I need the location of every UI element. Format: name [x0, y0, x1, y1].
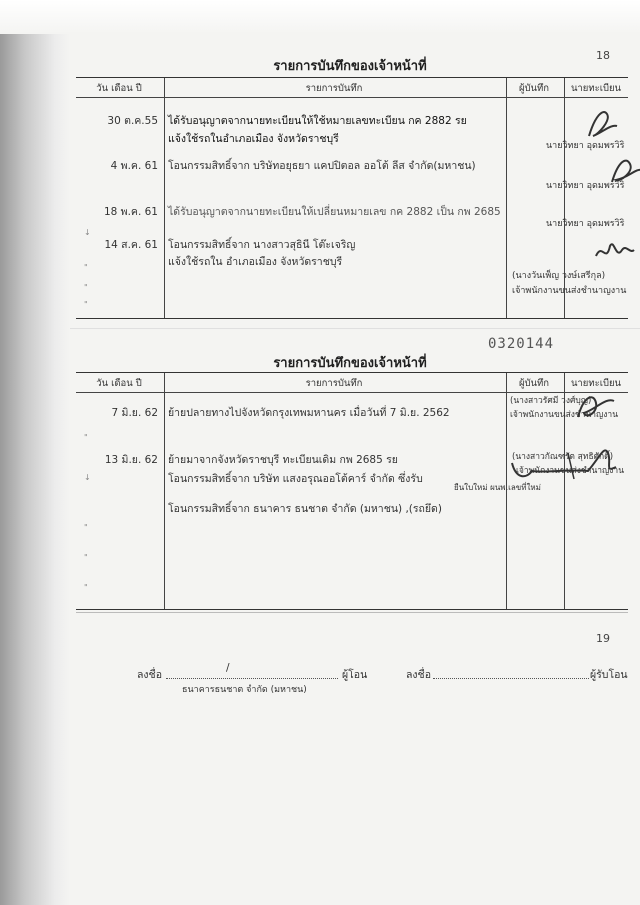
scan-gap: [70, 328, 640, 351]
section2-header-row: [76, 373, 628, 393]
handwritten-signature: [606, 154, 640, 188]
giver-name: ธนาคารธนชาต จำกัด (มหาชน): [182, 685, 307, 695]
registrar-name: นายวิทยา อุดมพรวิริ: [546, 141, 625, 151]
signature-dotted-line: [433, 678, 589, 679]
registrar-name: นายวิทยา อุดมพรวิริ: [546, 219, 625, 229]
row-entry-line: แจ้งใช้รถในอำเภอเมือง จังหวัดราชบุรี: [168, 133, 339, 145]
recorder-title: เจ้าพนักงานขนส่งชำนาญงาน: [510, 410, 619, 420]
signature-dotted-line: [166, 678, 338, 679]
row-entry-line: โอนกรรมสิทธิ์จาก ธนาคาร ธนชาต จำกัด (มหาชน) ,(รถยึด): [168, 503, 442, 515]
row-entry-line: โอนกรรมสิทธิ์จาก บริษัทอยุธยา แคปปิตอล ออโต้ ลีส จำกัด(มหาชน): [168, 160, 476, 172]
scan-shadow-left: [0, 0, 70, 905]
serial-number-fragment: 0320144: [488, 336, 555, 352]
row-entry-line: ย้ายมาจากจังหวัดราชบุรี ทะเบียนเดิม กพ 2685 รย: [168, 454, 398, 466]
row-entry-line: โอนกรรมสิทธิ์จาก บริษัท แสงอรุณออโต้คาร์ จำกัด ซึ่งรับ: [168, 473, 423, 485]
header-entry: รายการบันทึก: [305, 378, 363, 389]
row-entry-line: ได้รับอนุญาตจากนายทะเบียนให้ใช้หมายเลขทะเบียน กค 2882 รย: [168, 115, 467, 127]
handwritten-signature: [592, 236, 636, 270]
section1-title: รายการบันทึกของเจ้าหน้าที่: [273, 59, 427, 74]
registrar-name: นายวิทยา อุดมพรวิริ: [546, 181, 625, 191]
receiver-label: ผู้รับโอน: [590, 669, 628, 681]
row-entry-line: ย้ายปลายทางไปจังหวัดกรุงเทพมหานคร เมื่อวันที่ 7 มิ.ย. 2562: [168, 407, 450, 419]
column-divider: [564, 78, 565, 318]
column-divider: [164, 78, 165, 318]
header-recorder: ผู้บันทึก: [518, 83, 550, 94]
page-number-top: 18: [596, 49, 610, 62]
row-entry-line: ได้รับอนุญาตจากนายทะเบียนให้เปลี่ยนหมายเลข กค 2882 เป็น กพ 2685: [168, 206, 501, 218]
section2-table: วัน เดือน ปี รายการบันทึก ผู้บันทึก นายทะเบียน " ↓ " " " 7 มิ.ย. 62 ย้ายปลายทางไปจังหวัดกรุงเทพมหานคร เมื่อวันที่ 7 มิ.ย. 2562 13 มิ.ย. 62 ย้ายมาจากจังหวัดราชบุรี ทะเบียนเดิม กพ 2685 รย โอนกรรมสิทธิ์จาก บริษัท แสงอรุณออโต้คาร์ จำกัด ซึ่งรับ โอนกรรมสิทธิ์จาก ธนาคาร ธนชาต จำกัด (มหาชน) ,(รถยึด) (นางสาวรัศมี วงศ์บุญ) เจ้าพนักงานขนส่งชำนาญงาน (นางสาวกัณฑรัต สุทธิศักดิ์) เจ้าพนักงานขนส่งชำนาญงาน ยืนใบใหม่ ผนพ.เลขที่ใหม่: [76, 372, 628, 610]
row-date: 18 พ.ค. 61: [103, 206, 158, 218]
recorder-title: เจ้าพนักงานขนส่งชำนาญงาน: [512, 286, 627, 296]
giver-label: ผู้โอน: [342, 669, 368, 681]
section2-title: รายการบันทึกของเจ้าหน้าที่: [273, 356, 427, 371]
header-recorder: ผู้บันทึก: [518, 378, 550, 389]
page-number-middle: 19: [596, 632, 610, 645]
header-entry: รายการบันทึก: [305, 83, 363, 94]
section1-table: วัน เดือน ปี รายการบันทึก ผู้บันทึก นายทะเบียน ↓ " " " 30 ต.ค.55 ได้รับอนุญาตจากนายทะเบียนให้ใช้หมายเลขทะเบียน กค 2882 รย แจ้งใช้รถในอำเภอเมือง จังหวัดราชบุรี 4 พ.ค. 61 โอนกรรมสิทธิ์จาก บริษัทอยุธยา แคปปิตอล ออโต้ ลีส จำกัด(มหาชน) 18 พ.ค. 61 ได้รับอนุญาตจากนายทะเบียนให้เปลี่ยนหมายเลข กค 2882 เป็น กพ 2685 14 ส.ค. 61 โอนกรรมสิทธิ์จาก นางสาวสุธินี โต๊ะเจริญ แจ้งใช้รถใน อำเภอเมือง จังหวัดราชบุรี นายวิทยา อุดมพรวิริ นายวิทยา อุดมพรวิริ นายวิทยา อุดมพรวิริ (นางวันเพ็ญ วงษ์เสรีกุล) เจ้าพนักงานขนส่งชำนาญงาน: [76, 77, 628, 319]
column-divider: [506, 78, 507, 318]
handwritten-signature: [572, 389, 620, 425]
row-date: 7 มิ.ย. 62: [111, 407, 158, 419]
registrar-title: เจ้าพนักงานขนส่งชำนาญงาน: [516, 466, 625, 476]
row-date: 14 ส.ค. 61: [104, 239, 158, 251]
section1-header-row: [76, 78, 628, 98]
row-entry-line: แจ้งใช้รถใน อำเภอเมือง จังหวัดราชบุรี: [168, 256, 343, 268]
sign-label-right: ลงชื่อ: [406, 669, 431, 681]
row-date: 13 มิ.ย. 62: [104, 454, 158, 466]
column-divider: [164, 373, 165, 609]
sign-label-left: ลงชื่อ: [137, 669, 162, 681]
recorder-name: (นางวันเพ็ญ วงษ์เสรีกุล): [512, 271, 606, 281]
recorder-name: (นางสาวรัศมี วงศ์บุญ): [510, 396, 592, 406]
row-entry-line: โอนกรรมสิทธิ์จาก นางสาวสุธินี โต๊ะเจริญ: [168, 239, 356, 251]
header-date: วัน เดือน ปี: [96, 378, 142, 389]
registrar-name: (นางสาวกัณฑรัต สุทธิศักดิ์): [512, 452, 614, 462]
row-date: 30 ต.ค.55: [107, 115, 158, 127]
handwritten-signature: [581, 106, 621, 142]
stamp-text: ยืนใบใหม่ ผนพ.เลขที่ใหม่: [454, 483, 541, 492]
header-date: วัน เดือน ปี: [96, 83, 142, 94]
header-registrar: นายทะเบียน: [570, 83, 622, 94]
header-registrar: นายทะเบียน: [570, 378, 622, 389]
scan-shadow-top: [0, 0, 640, 34]
row-date: 4 พ.ค. 61: [110, 160, 158, 172]
handwritten-signature: [508, 443, 628, 487]
